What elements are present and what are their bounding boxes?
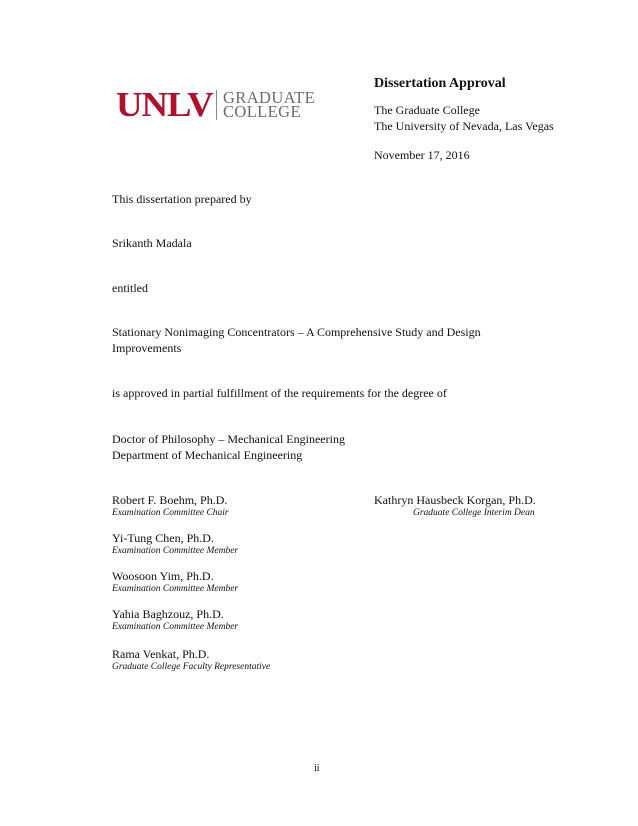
- committee-member-name: Robert F. Boehm, Ph.D.: [112, 493, 228, 507]
- document-title: Dissertation Approval: [374, 76, 506, 91]
- author-name: Srikanth Madala: [112, 236, 192, 250]
- logo-divider: [216, 90, 217, 120]
- department-name: Department of Mechanical Engineering: [112, 448, 303, 462]
- committee-member-role: Examination Committee Member: [112, 622, 239, 632]
- prepared-by-label: This dissertation prepared by: [112, 192, 252, 206]
- logo-line-2: COLLEGE: [222, 102, 301, 121]
- dean-role: Graduate College Interim Dean: [413, 508, 535, 518]
- dissertation-title-line-1: Stationary Nonimaging Concentrators – A Comprehensive Study and Design: [112, 325, 481, 339]
- committee-member-name: Yahia Baghzouz, Ph.D.: [112, 607, 224, 621]
- committee-member-role: Examination Committee Chair: [112, 508, 229, 518]
- committee-member-role: Examination Committee Member: [112, 546, 239, 556]
- dean-name: Kathryn Hausbeck Korgan, Ph.D.: [374, 493, 536, 507]
- degree-name: Doctor of Philosophy – Mechanical Engineering: [112, 432, 345, 446]
- page-number: ii: [314, 763, 320, 774]
- logo-mark: UNLV: [116, 85, 213, 124]
- committee-member-name: Rama Venkat, Ph.D.: [112, 647, 210, 661]
- logo-line-1: GRADUATE: [222, 87, 316, 107]
- approval-statement: is approved in partial fulfillment of the requirements for the degree of: [112, 386, 447, 400]
- committee-member-name: Yi-Tung Chen, Ph.D.: [112, 531, 214, 545]
- unlv-graduate-college-logo: [116, 85, 316, 124]
- committee-member-role: Graduate College Faculty Representative: [112, 662, 271, 672]
- college-name: The Graduate College: [374, 103, 480, 117]
- approval-date: November 17, 2016: [374, 148, 470, 162]
- committee-member-role: Examination Committee Member: [112, 584, 239, 594]
- university-name: The University of Nevada, Las Vegas: [374, 119, 554, 133]
- logo-wordmark: [222, 87, 316, 121]
- entitled-label: entitled: [112, 281, 148, 295]
- committee-member-name: Woosoon Yim, Ph.D.: [112, 569, 214, 583]
- dissertation-title-line-2: Improvements: [112, 341, 182, 355]
